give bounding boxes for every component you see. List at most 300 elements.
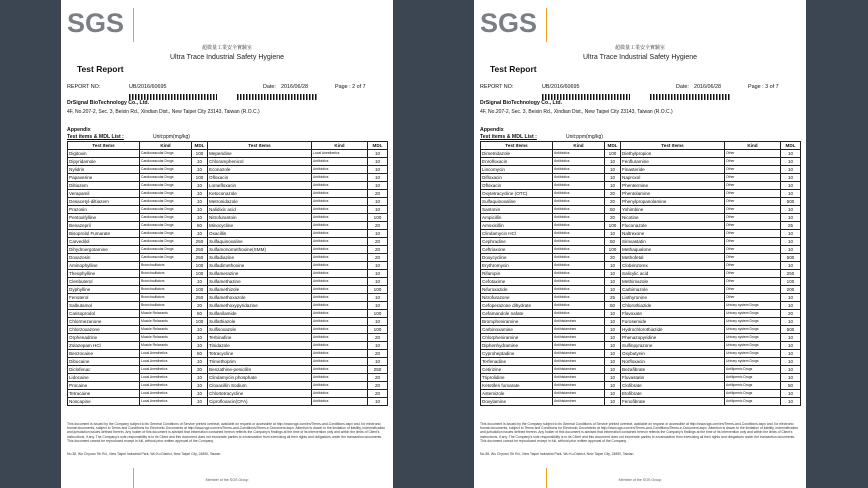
chinese-lab-title: 超微量工業安全實驗室 bbox=[201, 45, 252, 51]
test-item: Bezafibrate bbox=[621, 366, 725, 374]
kind: Antilipemic Drugs bbox=[725, 398, 781, 406]
mdl-value: 10 bbox=[192, 198, 208, 206]
kind: Other bbox=[725, 270, 781, 278]
kind: Bronchodilators bbox=[140, 270, 192, 278]
mdl-value: 10 bbox=[781, 166, 801, 174]
mdl-value: 10 bbox=[605, 350, 621, 358]
table-row bbox=[68, 230, 388, 238]
kind: Antibiotics bbox=[312, 382, 368, 390]
mdl-value: 10 bbox=[192, 182, 208, 190]
test-item: Hydrochlorothiazide bbox=[621, 326, 725, 334]
test-item: Terfenadine bbox=[481, 358, 553, 366]
test-item: Sulfadimethoxine bbox=[208, 262, 312, 270]
test-item: Econazole bbox=[208, 166, 312, 174]
mdl-value: 10 bbox=[605, 270, 621, 278]
mdl-value: 10 bbox=[605, 374, 621, 382]
kind: Antibiotics bbox=[312, 302, 368, 310]
table-row bbox=[68, 366, 388, 374]
test-item: Dibucaine bbox=[68, 358, 140, 366]
mdl-value: 10 bbox=[605, 390, 621, 398]
table-row bbox=[481, 294, 801, 302]
kind: Local Anesthetics bbox=[140, 358, 192, 366]
kind: Urinary system Drugs bbox=[725, 310, 781, 318]
test-item: Clindamycin HCl bbox=[481, 230, 553, 238]
kind: Antibiotics bbox=[312, 294, 368, 302]
mdl-value: 10 bbox=[781, 318, 801, 326]
table-row bbox=[68, 326, 388, 334]
test-item: Dihydroergotamine bbox=[68, 246, 140, 254]
test-item: Sulfaquinoxaline bbox=[208, 238, 312, 246]
kind: Antibiotics bbox=[553, 206, 605, 214]
date-label: Date: bbox=[263, 84, 276, 90]
table-row bbox=[481, 358, 801, 366]
table-row bbox=[481, 318, 801, 326]
mdl-value: 10 bbox=[192, 398, 208, 406]
kind: Cardiovascular Drugs bbox=[140, 238, 192, 246]
kind: Bronchodilators bbox=[140, 294, 192, 302]
table-row bbox=[481, 398, 801, 406]
kind: Antihistamines bbox=[553, 350, 605, 358]
test-item: Benzathine-penicillin bbox=[208, 366, 312, 374]
kind: Antibiotics bbox=[312, 374, 368, 382]
test-item: Chlortetracycline bbox=[208, 390, 312, 398]
kind: Cardiovascular Drugs bbox=[140, 222, 192, 230]
col-header: Test Items bbox=[68, 142, 140, 150]
kind: Other bbox=[725, 150, 781, 158]
mdl-value: 10 bbox=[605, 358, 621, 366]
kind: Other bbox=[725, 174, 781, 182]
kind: Antibiotics bbox=[312, 222, 368, 230]
company-address: 4F, No.207-2, Sec. 3, Beixin Rd., Xindian Dist., New Taipei City 23143, Taiwan (R.O.C.) bbox=[480, 109, 673, 115]
kind: Antibiotics bbox=[312, 158, 368, 166]
kind: Antilipemic Drugs bbox=[725, 366, 781, 374]
mdl-value: 20 bbox=[368, 238, 388, 246]
kind: Antibiotics bbox=[312, 182, 368, 190]
sgs-logo: SGS bbox=[480, 8, 538, 38]
kind: Cardiovascular Drugs bbox=[140, 230, 192, 238]
date-value: 2016/06/28 bbox=[281, 84, 308, 90]
mdl-value: 10 bbox=[605, 334, 621, 342]
mdl-value: 50 bbox=[192, 350, 208, 358]
test-item: Prazosin bbox=[68, 206, 140, 214]
kind: Antibiotics bbox=[312, 398, 368, 406]
table-row bbox=[481, 238, 801, 246]
test-item: Lomefloxacin bbox=[208, 182, 312, 190]
mdl-value: 10 bbox=[368, 294, 388, 302]
kind: Antibiotics bbox=[553, 310, 605, 318]
kind: Antibiotics bbox=[312, 230, 368, 238]
kind: Antibiotics bbox=[553, 174, 605, 182]
test-item: Chlormezanone bbox=[68, 318, 140, 326]
kind: Cardiovascular Drugs bbox=[140, 214, 192, 222]
mdl-value: 10 bbox=[781, 262, 801, 270]
table-row bbox=[481, 334, 801, 342]
test-item: Chlorothiazide bbox=[621, 302, 725, 310]
test-item: Nitrofurazone bbox=[481, 294, 553, 302]
mdl-value: 10 bbox=[605, 310, 621, 318]
mdl-value: 10 bbox=[781, 342, 801, 350]
test-item: Ciprofloxacin(CFA) bbox=[208, 398, 312, 406]
test-item: Orphenadrine bbox=[68, 334, 140, 342]
table-row bbox=[68, 198, 388, 206]
mdl-value: 250 bbox=[192, 294, 208, 302]
mdl-value: 20 bbox=[368, 222, 388, 230]
test-item: Sulfamethizole bbox=[208, 286, 312, 294]
table-row bbox=[481, 230, 801, 238]
test-item: Trimethoprim bbox=[208, 358, 312, 366]
test-item: Nifuroxazide bbox=[481, 286, 553, 294]
mdl-value: 20 bbox=[368, 382, 388, 390]
chinese-lab-title: 超微量工業安全實驗室 bbox=[614, 45, 665, 51]
table-header-row bbox=[481, 142, 801, 150]
test-item: Procaine bbox=[68, 382, 140, 390]
test-item: Cetirizine bbox=[481, 366, 553, 374]
test-item: Phenylpropanolamine bbox=[621, 198, 725, 206]
kind: Cardiovascular Drugs bbox=[140, 254, 192, 262]
test-item: Chloramphenicol bbox=[208, 158, 312, 166]
kind: Other bbox=[725, 230, 781, 238]
test-item: Sulfamethazine bbox=[208, 278, 312, 286]
mdl-value: 10 bbox=[368, 182, 388, 190]
test-item: Clenbuterol bbox=[68, 278, 140, 286]
test-item: Naproxol bbox=[621, 174, 725, 182]
mdl-value: 10 bbox=[605, 326, 621, 334]
kind: Antibiotics bbox=[312, 246, 368, 254]
kind: Antibiotics bbox=[553, 230, 605, 238]
kind: Antibiotics bbox=[312, 278, 368, 286]
date-label: Date: bbox=[676, 84, 689, 90]
table-row bbox=[481, 342, 801, 350]
table-row bbox=[68, 238, 388, 246]
kind: Other bbox=[725, 182, 781, 190]
mdl-value: 250 bbox=[192, 238, 208, 246]
test-item: Terbinafine bbox=[208, 334, 312, 342]
test-item: Salbutamol bbox=[68, 302, 140, 310]
test-item: Santonin bbox=[481, 206, 553, 214]
mdl-value: 10 bbox=[192, 166, 208, 174]
mdl-value: 100 bbox=[605, 222, 621, 230]
test-item: Verapamil bbox=[68, 190, 140, 198]
kind: Bronchodilators bbox=[140, 278, 192, 286]
kind: Other bbox=[725, 158, 781, 166]
mdl-value: 100 bbox=[192, 174, 208, 182]
kind: Local Anesthetics bbox=[312, 150, 368, 158]
report-no-value: UB/2016/60695 bbox=[129, 84, 167, 90]
test-item: Aminophylline bbox=[68, 262, 140, 270]
kind: Cardiovascular Drugs bbox=[140, 158, 192, 166]
test-item: Dimetridazole bbox=[481, 150, 553, 158]
kind: Antibiotics bbox=[553, 150, 605, 158]
mdl-value: 10 bbox=[192, 326, 208, 334]
test-item: Metronidazole bbox=[208, 198, 312, 206]
kind: Antibiotics bbox=[312, 254, 368, 262]
mdl-value: 10 bbox=[368, 262, 388, 270]
mdl-value: 10 bbox=[605, 166, 621, 174]
table-row bbox=[481, 310, 801, 318]
kind: Antilipemic Drugs bbox=[725, 382, 781, 390]
member-note: Member of the SGS Group bbox=[205, 478, 249, 482]
kind: Antibiotics bbox=[553, 294, 605, 302]
kind: Other bbox=[725, 278, 781, 286]
kind: Antihistamines bbox=[553, 342, 605, 350]
test-item: Fenoterol bbox=[68, 294, 140, 302]
page-number: Page : 2 of 7 bbox=[335, 84, 366, 90]
mdl-value: 20 bbox=[368, 190, 388, 198]
mdl-value: 10 bbox=[781, 398, 801, 406]
table-row bbox=[481, 350, 801, 358]
kind: Antihistamines bbox=[553, 326, 605, 334]
mdl-value: 20 bbox=[368, 374, 388, 382]
mdl-value: 10 bbox=[368, 358, 388, 366]
test-item: Ceftriaxone bbox=[481, 246, 553, 254]
kind: Other bbox=[725, 238, 781, 246]
kind: Antihistamines bbox=[553, 366, 605, 374]
mdl-value: 10 bbox=[781, 238, 801, 246]
mdl-value: 250 bbox=[192, 246, 208, 254]
mdl-value: 10 bbox=[605, 158, 621, 166]
test-item: Cefotaxime bbox=[481, 278, 553, 286]
kind: Muscle Relaxants bbox=[140, 342, 192, 350]
kind: Local Anesthetics bbox=[140, 382, 192, 390]
unit-label: Unit:ppm(mg/kg) bbox=[566, 134, 603, 140]
mdl-value: 10 bbox=[368, 270, 388, 278]
mdl-value: 10 bbox=[781, 214, 801, 222]
mdl-value: 20 bbox=[605, 214, 621, 222]
mdl-table bbox=[480, 141, 801, 406]
test-item: Dipyridamole bbox=[68, 158, 140, 166]
test-item: Fenofibrate bbox=[621, 398, 725, 406]
table-row bbox=[68, 286, 388, 294]
test-item: Sulfisoxazole bbox=[208, 326, 312, 334]
mdl-value: 10 bbox=[781, 230, 801, 238]
footer-address: No.38, Wu Chyuan 7th Rd., New Taipei Industrial Park, Wu Ku District, New Taipei City, 24890, Taiwan bbox=[480, 452, 634, 456]
mdl-value: 10 bbox=[781, 350, 801, 358]
test-item: Phenazopyridine bbox=[621, 334, 725, 342]
member-note: Member of the SGS Group bbox=[618, 478, 662, 482]
test-item: Amoxicillin bbox=[481, 222, 553, 230]
col-header: Kind bbox=[725, 142, 781, 150]
kind: Antihistamines bbox=[553, 374, 605, 382]
test-item: Etofibrate bbox=[621, 390, 725, 398]
table-row bbox=[68, 358, 388, 366]
table-row bbox=[481, 246, 801, 254]
kind: Antibiotics bbox=[312, 286, 368, 294]
kind: Antihistamines bbox=[553, 358, 605, 366]
test-item: Sulfamethoxypyridazine bbox=[208, 302, 312, 310]
table-row bbox=[68, 382, 388, 390]
table-row bbox=[68, 302, 388, 310]
test-item: Phentolamine bbox=[621, 190, 725, 198]
table-row bbox=[68, 246, 388, 254]
table-row bbox=[481, 270, 801, 278]
kind: Cardiovascular Drugs bbox=[140, 198, 192, 206]
logo-divider bbox=[133, 8, 134, 42]
test-item: Diphenhydramine bbox=[481, 342, 553, 350]
test-item: Simvastatin bbox=[621, 238, 725, 246]
table-row bbox=[68, 174, 388, 182]
test-item: Dyphylline bbox=[68, 286, 140, 294]
kind: Urinary system Drugs bbox=[725, 326, 781, 334]
test-item: Tetracaine bbox=[68, 390, 140, 398]
kind: Muscle Relaxants bbox=[140, 326, 192, 334]
table-row bbox=[481, 326, 801, 334]
mdl-value: 250 bbox=[368, 366, 388, 374]
table-row bbox=[68, 158, 388, 166]
company-name: DrSignal BioTechnology Co., Ltd. bbox=[67, 100, 150, 106]
kind: Antilipemic Drugs bbox=[725, 374, 781, 382]
kind: Cardiovascular Drugs bbox=[140, 206, 192, 214]
table-header-row bbox=[68, 142, 388, 150]
table-row bbox=[481, 174, 801, 182]
test-item: Enrofloxacin bbox=[481, 158, 553, 166]
table-row bbox=[68, 310, 388, 318]
kind: Antibiotics bbox=[553, 254, 605, 262]
test-item: Lidocaine bbox=[68, 374, 140, 382]
table-row bbox=[481, 374, 801, 382]
appendix-label: Appendix bbox=[67, 127, 91, 133]
kind: Antihistamines bbox=[553, 334, 605, 342]
mdl-value: 100 bbox=[781, 278, 801, 286]
mdl-value: 10 bbox=[192, 214, 208, 222]
kind: Cardiovascular Drugs bbox=[140, 190, 192, 198]
test-item: Clofibrate bbox=[621, 382, 725, 390]
col-header: Test Items bbox=[208, 142, 312, 150]
mdl-value: 20 bbox=[368, 390, 388, 398]
test-item: Furosemide bbox=[621, 318, 725, 326]
table-row bbox=[68, 398, 388, 406]
col-header: Test Items bbox=[621, 142, 725, 150]
test-item: Flavoxate bbox=[621, 310, 725, 318]
kind: Other bbox=[725, 246, 781, 254]
col-header: MDL bbox=[192, 142, 208, 150]
table-row bbox=[68, 270, 388, 278]
mdl-value: 10 bbox=[192, 190, 208, 198]
kind: Antibiotics bbox=[312, 334, 368, 342]
mdl-value: 10 bbox=[192, 374, 208, 382]
test-item: Finasteride bbox=[621, 166, 725, 174]
col-header: Kind bbox=[312, 142, 368, 150]
unit-label: Unit:ppm(mg/kg) bbox=[153, 134, 190, 140]
mdl-value: 10 bbox=[605, 278, 621, 286]
mdl-value: 250 bbox=[781, 270, 801, 278]
test-item: Sulfadiazine bbox=[208, 254, 312, 262]
mdl-value: 500 bbox=[781, 326, 801, 334]
test-item: Norfloxacin bbox=[621, 358, 725, 366]
table-row bbox=[68, 150, 388, 158]
mdl-value: 10 bbox=[192, 334, 208, 342]
mdl-value: 100 bbox=[192, 286, 208, 294]
mdl-value: 10 bbox=[368, 230, 388, 238]
table-row bbox=[68, 222, 388, 230]
test-item: Diethylpropion bbox=[621, 150, 725, 158]
table-row bbox=[68, 318, 388, 326]
kind: Other bbox=[725, 206, 781, 214]
mdl-value: 50 bbox=[605, 206, 621, 214]
mdl-value: 10 bbox=[605, 286, 621, 294]
mdl-value: 100 bbox=[192, 270, 208, 278]
report-page-3 bbox=[474, 0, 806, 488]
kind: Antibiotics bbox=[553, 158, 605, 166]
kind: Antibiotics bbox=[553, 238, 605, 246]
table-row bbox=[481, 182, 801, 190]
test-item: Chlorpheniramine bbox=[481, 334, 553, 342]
mdl-value: 10 bbox=[781, 174, 801, 182]
test-item: Sulfamonomethoxine(SMM) bbox=[208, 246, 312, 254]
mdl-value: 200 bbox=[781, 286, 801, 294]
test-item: Carbimazole bbox=[621, 286, 725, 294]
kind: Local Anesthetics bbox=[140, 350, 192, 358]
mdl-value: 100 bbox=[368, 310, 388, 318]
kind: Local Anesthetics bbox=[140, 366, 192, 374]
test-item: Astemizole bbox=[481, 390, 553, 398]
kind: Antibiotics bbox=[553, 302, 605, 310]
kind: Other bbox=[725, 214, 781, 222]
mdl-value: 250 bbox=[192, 254, 208, 262]
kind: Antibiotics bbox=[553, 262, 605, 270]
mdl-value: 20 bbox=[368, 246, 388, 254]
barcode-right bbox=[237, 94, 317, 100]
test-item: Methofetal bbox=[621, 254, 725, 262]
kind: Antibiotics bbox=[553, 198, 605, 206]
mdl-value: 10 bbox=[605, 262, 621, 270]
mdl-value: 100 bbox=[368, 286, 388, 294]
test-item: Cefamandole nafate bbox=[481, 310, 553, 318]
mdl-value: 10 bbox=[192, 278, 208, 286]
table-row bbox=[481, 206, 801, 214]
mdl-value: 10 bbox=[781, 206, 801, 214]
table-row bbox=[68, 262, 388, 270]
table-row bbox=[481, 390, 801, 398]
mdl-value: 20 bbox=[605, 254, 621, 262]
mdl-value: 10 bbox=[192, 158, 208, 166]
kind: Other bbox=[725, 222, 781, 230]
test-item: Chlorzoxazone bbox=[68, 326, 140, 334]
mdl-value: 10 bbox=[605, 182, 621, 190]
test-item: Oxacillin bbox=[208, 230, 312, 238]
table-row bbox=[481, 222, 801, 230]
mdl-value: 10 bbox=[368, 302, 388, 310]
mdl-value: 10 bbox=[368, 166, 388, 174]
table-row bbox=[481, 302, 801, 310]
test-item: Noscapine bbox=[68, 398, 140, 406]
mdl-value: 10 bbox=[605, 398, 621, 406]
col-header: MDL bbox=[781, 142, 801, 150]
kind: Urinary system Drugs bbox=[725, 358, 781, 366]
test-item: Sulfamethoxazole bbox=[208, 294, 312, 302]
test-item: Ampicillin bbox=[481, 214, 553, 222]
mdl-value: 500 bbox=[781, 254, 801, 262]
kind: Antibiotics bbox=[553, 190, 605, 198]
test-report-heading: Test Report bbox=[77, 64, 124, 74]
report-no-label: REPORT NO: bbox=[67, 84, 101, 90]
test-item: Bisoprolol Fumarate bbox=[68, 230, 140, 238]
mdl-value: 30 bbox=[192, 366, 208, 374]
table-row bbox=[481, 278, 801, 286]
table-row bbox=[481, 366, 801, 374]
table-row bbox=[481, 286, 801, 294]
items-list-title: Test items & MDL List : bbox=[480, 134, 537, 140]
test-item: Phentermine bbox=[621, 182, 725, 190]
test-item: Diclofenac bbox=[68, 366, 140, 374]
test-item: Ketoconazole bbox=[208, 190, 312, 198]
table-row bbox=[481, 150, 801, 158]
test-item: Nalidixic acid bbox=[208, 206, 312, 214]
mdl-table bbox=[67, 141, 388, 406]
kind: Local Anesthetics bbox=[140, 398, 192, 406]
col-header: MDL bbox=[605, 142, 621, 150]
kind: Other bbox=[725, 262, 781, 270]
mdl-value: 10 bbox=[781, 334, 801, 342]
